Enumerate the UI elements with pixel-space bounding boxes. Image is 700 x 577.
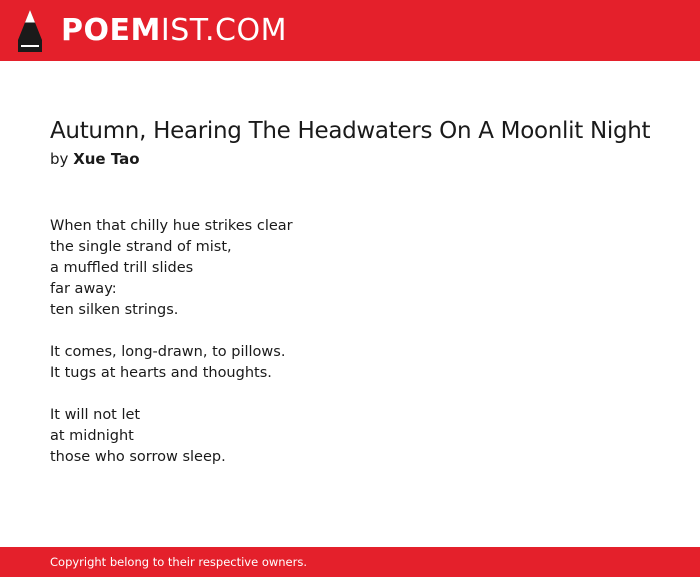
poem-title: Autumn, Hearing The Headwaters On A Moonlit Night: [50, 118, 651, 144]
poem-byline: [50, 149, 670, 169]
poem-content: [50, 115, 670, 468]
poem-body: [50, 216, 670, 468]
poem-line: It tugs at hearts and thoughts.: [50, 365, 272, 381]
poem-line: far away:: [50, 281, 117, 297]
poem-line: It will not let: [50, 407, 141, 423]
logo-light-text: IST.COM: [160, 13, 287, 48]
site-footer: [0, 547, 700, 577]
pencil-tip-icon[interactable]: [18, 10, 42, 52]
poem-line: a muffled trill slides: [50, 260, 194, 276]
poem-stanza: [50, 405, 670, 468]
site-header: [0, 0, 700, 61]
poem-author[interactable]: Xue Tao: [73, 150, 140, 168]
poem-line: those who sorrow sleep.: [50, 449, 226, 465]
copyright-notice: Copyright belong to their respective owners.: [50, 555, 308, 569]
poem-line: at midnight: [50, 428, 134, 444]
logo-bold-text: POEM: [61, 13, 161, 48]
poem-line: ten silken strings.: [50, 302, 179, 318]
by-label: by: [50, 150, 69, 168]
poem-line: the single strand of mist,: [50, 239, 232, 255]
poem-stanza: [50, 342, 670, 384]
poem-line: When that chilly hue strikes clear: [50, 218, 293, 234]
poem-line: It comes, long-drawn, to pillows.: [50, 344, 286, 360]
site-logo[interactable]: [61, 13, 287, 49]
poem-stanza: [50, 216, 670, 321]
